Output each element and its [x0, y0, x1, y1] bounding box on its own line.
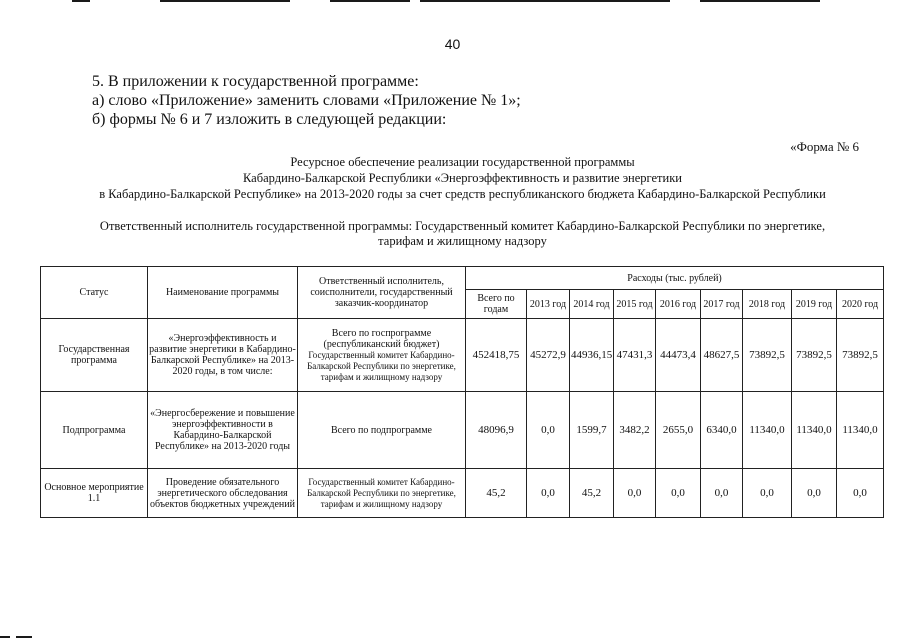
scan-artifact-line	[330, 0, 410, 2]
heading-line: в Кабардино-Балкарской Республике» на 2013-2020 годы за счет средств республиканского бюджета Кабардино-Балкарской Республики	[99, 187, 826, 201]
scan-artifact-line	[16, 636, 32, 638]
row-value: 0,0	[792, 469, 837, 518]
row-executor-top: Всего по госпрограмме (республиканский бюджет)	[323, 327, 440, 350]
row-executor-bottom: Государственный комитет Кабардино-Балкарской Республики по энергетике, тарифам и жилищному надзору	[307, 349, 456, 382]
row-program: «Энергосбережение и повышение энергоэффективности в Кабардино-Балкарской Республике» на 2013-2020 годы	[148, 392, 298, 469]
header-executor: Ответственный исполнитель, соисполнители, государственный заказчик-координатор	[298, 267, 466, 319]
intro-block	[92, 72, 521, 129]
document-heading	[40, 154, 885, 202]
row-value: 48627,5	[701, 319, 743, 392]
header-year: 2020 год	[837, 290, 884, 319]
row-value: 73892,5	[837, 319, 884, 392]
row-value: 0,0	[743, 469, 792, 518]
scan-artifact-line	[0, 636, 10, 638]
header-program: Наименование программы	[148, 267, 298, 319]
row-value: 0,0	[527, 392, 570, 469]
row-status: Государственная программа	[41, 319, 148, 392]
scan-artifact-line	[700, 0, 820, 2]
row-total: 45,2	[466, 469, 527, 518]
resource-table	[40, 266, 884, 518]
responsible-line: тарифам и жилищному надзору	[378, 234, 547, 248]
row-value: 0,0	[701, 469, 743, 518]
intro-line: 5. В приложении к государственной программе:	[92, 73, 419, 90]
row-executor	[298, 469, 466, 518]
header-year: 2014 год	[570, 290, 614, 319]
row-status: Основное мероприятие 1.1	[41, 469, 148, 518]
scan-artifact-line	[72, 0, 90, 2]
row-value: 0,0	[837, 469, 884, 518]
row-total: 452418,75	[466, 319, 527, 392]
row-value: 1599,7	[570, 392, 614, 469]
row-total: 48096,9	[466, 392, 527, 469]
row-value: 0,0	[527, 469, 570, 518]
row-value: 73892,5	[743, 319, 792, 392]
row-value: 47431,3	[614, 319, 656, 392]
row-value: 44473,4	[656, 319, 701, 392]
row-value: 44936,15	[570, 319, 614, 392]
header-year: 2019 год	[792, 290, 837, 319]
row-value: 45272,9	[527, 319, 570, 392]
page-number: 40	[444, 36, 461, 52]
table-row	[41, 469, 884, 518]
row-executor	[298, 392, 466, 469]
row-value: 2655,0	[656, 392, 701, 469]
row-value: 0,0	[656, 469, 701, 518]
intro-line: а) слово «Приложение» заменить словами «Приложение № 1»;	[92, 92, 521, 109]
intro-line: б) формы № 6 и 7 изложить в следующей редакции:	[92, 111, 447, 128]
row-value: 0,0	[614, 469, 656, 518]
header-year: 2017 год	[701, 290, 743, 319]
row-value: 3482,2	[614, 392, 656, 469]
heading-line: Ресурсное обеспечение реализации государственной программы	[290, 155, 635, 169]
header-year: 2013 год	[527, 290, 570, 319]
header-year: 2018 год	[743, 290, 792, 319]
row-value: 45,2	[570, 469, 614, 518]
row-executor-top: Государственный комитет Кабардино-Балкарской Республики по энергетике, тарифам и жилищному надзору	[307, 476, 456, 509]
row-value: 11340,0	[837, 392, 884, 469]
header-year: 2016 год	[656, 290, 701, 319]
header-status: Статус	[41, 267, 148, 319]
header-total: Всего по годам	[466, 290, 527, 319]
row-program: «Энергоэффективность и развитие энергетики в Кабардино-Балкарской Республике» на 2013-2020 годы, в том числе:	[148, 319, 298, 392]
row-value: 11340,0	[743, 392, 792, 469]
form-label: «Форма № 6	[790, 139, 859, 154]
scan-artifact-line	[160, 0, 290, 2]
scan-artifact-line	[420, 0, 670, 2]
table-row	[41, 319, 884, 392]
heading-line: Кабардино-Балкарской Республики «Энергоэффективность и развитие энергетики	[243, 171, 682, 185]
responsible-executor	[40, 219, 885, 249]
row-value: 73892,5	[792, 319, 837, 392]
row-status: Подпрограмма	[41, 392, 148, 469]
row-executor-top: Всего по подпрограмме	[330, 424, 432, 436]
table-row	[41, 392, 884, 469]
row-value: 11340,0	[792, 392, 837, 469]
row-program: Проведение обязательного энергетического обследования объектов бюджетных учреждений	[148, 469, 298, 518]
header-year: 2015 год	[614, 290, 656, 319]
row-value: 6340,0	[701, 392, 743, 469]
header-expenses: Расходы (тыс. рублей)	[466, 267, 884, 290]
responsible-line: Ответственный исполнитель государственной программы: Государственный комитет Кабардино-Балкарской Республики по энергетике,	[99, 219, 826, 233]
row-executor	[298, 319, 466, 392]
